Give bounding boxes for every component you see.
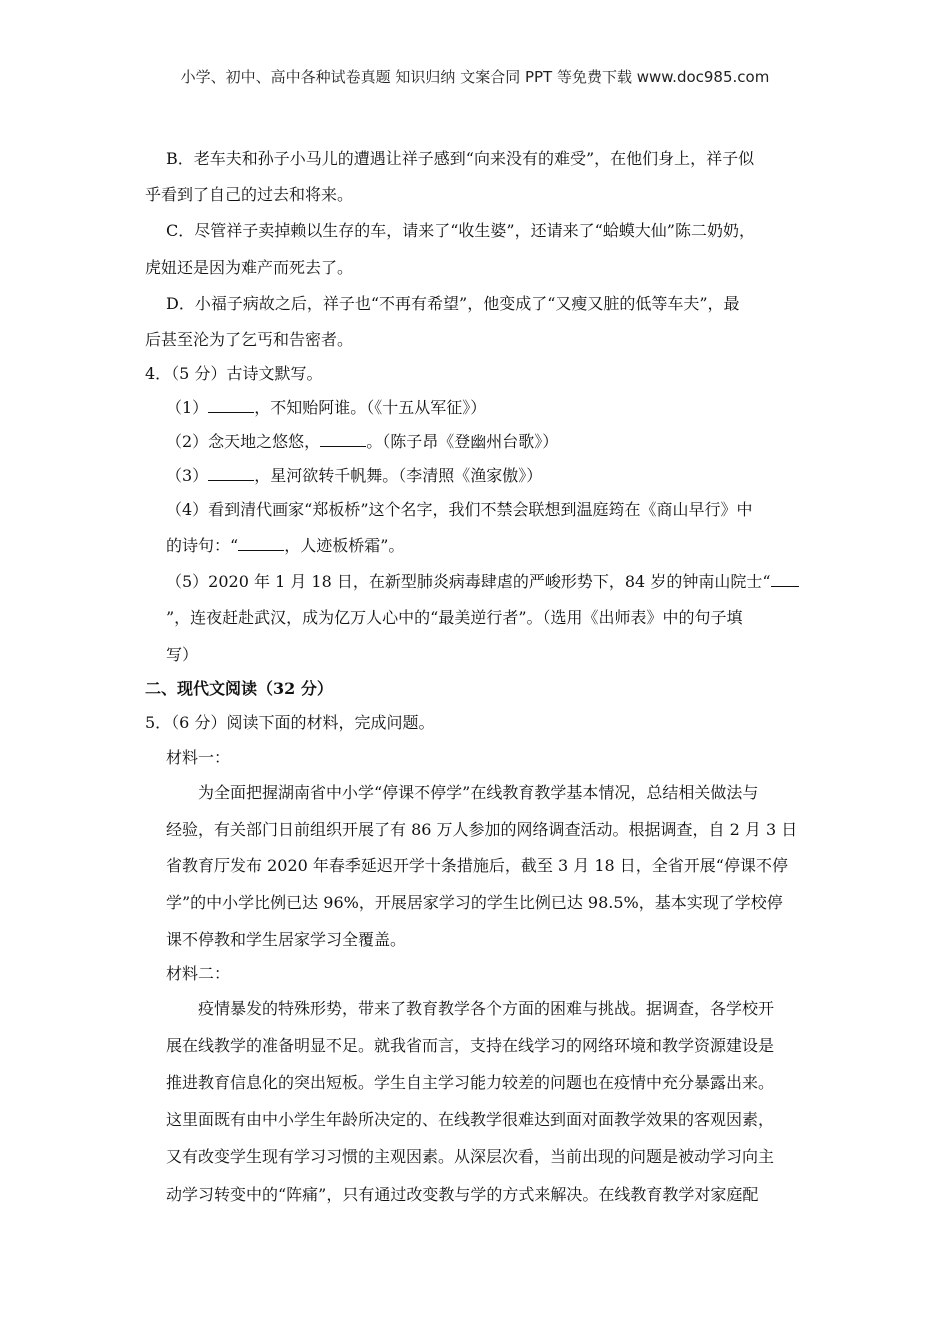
question-5-title: 5．（6 分）阅读下面的材料，完成问题。 xyxy=(145,713,435,732)
material-1-line: 学”的中小学比例已达 96%，开展居家学习的学生比例已达 98.5%，基本实现了学校停 xyxy=(166,893,783,912)
material-2-line: 这里面既有由中小学生年龄所决定的、在线教学很难达到面对面教学效果的客观因素， xyxy=(166,1110,775,1129)
page-header: 小学、初中、高中各种试卷真题 知识归纳 文案合同 PPT 等免费下载 www.doc985.com xyxy=(180,68,770,86)
answer-blank[interactable] xyxy=(771,572,799,587)
q4-item-4-post: ，人迹板桥霜”。 xyxy=(284,536,405,555)
material-2-line: 展在线教学的准备明显不足。就我省而言，支持在线学习的网络环境和教学资源建设是 xyxy=(166,1036,775,1055)
answer-blank[interactable] xyxy=(238,536,284,551)
q4-item-3-post: ，星河欲转千帆舞。（李清照《渔家傲》） xyxy=(254,466,543,485)
material-2-line: 疫情暴发的特殊形势，带来了教育教学各个方面的困难与挑战。据调查，各学校开 xyxy=(198,999,775,1018)
q4-item-3 xyxy=(166,466,542,486)
option-b-line2: 乎看到了自己的过去和将来。 xyxy=(145,185,354,204)
material-1-label: 材料一： xyxy=(166,748,231,767)
answer-blank[interactable] xyxy=(208,398,254,413)
material-2-line: 推进教育信息化的突出短板。学生自主学习能力较差的问题也在疫情中充分暴露出来。 xyxy=(166,1073,775,1092)
q4-item-5-line2: ”，连夜赶赴武汉，成为亿万人心中的“最美逆行者”。（选用《出师表》中的句子填 xyxy=(166,608,743,627)
answer-blank[interactable] xyxy=(208,466,254,481)
option-c-line1: C．尽管祥子卖掉赖以生存的车，请来了“收生婆”，还请来了“蛤蟆大仙”陈二奶奶， xyxy=(166,221,755,240)
q4-item-4-pre: 的诗句：“ xyxy=(166,536,239,555)
question-4-title: 4．（5 分）古诗文默写。 xyxy=(145,364,323,383)
q4-item-4-line2 xyxy=(166,536,404,556)
option-c-line2: 虎妞还是因为难产而死去了。 xyxy=(145,258,354,277)
q4-item-4-line1: （4）看到清代画家“郑板桥”这个名字，我们不禁会联想到温庭筠在《商山早行》中 xyxy=(166,500,753,519)
answer-blank[interactable] xyxy=(320,432,366,447)
q4-item-5-line1 xyxy=(166,572,799,592)
material-2-line: 又有改变学生现有学习习惯的主观因素。从深层次看，当前出现的问题是被动学习向主 xyxy=(166,1147,775,1166)
material-1-line: 省教育厅发布 2020 年春季延迟开学十条措施后，截至 3 月 18 日，全省开展“停课不停 xyxy=(166,856,788,875)
section-heading: 二、现代文阅读（32 分） xyxy=(145,679,333,698)
q4-item-2 xyxy=(166,432,558,452)
q4-item-1-pre: （1） xyxy=(166,398,209,417)
q4-item-1 xyxy=(166,398,486,418)
option-d-line1: D．小福子病故之后，祥子也“不再有希望”，他变成了“又瘦又脏的低等车夫”，最 xyxy=(166,294,740,313)
material-2-label: 材料二： xyxy=(166,964,231,983)
q4-item-2-pre: （2）念天地之悠悠， xyxy=(166,432,321,451)
option-d-line2: 后甚至沦为了乞丐和告密者。 xyxy=(145,330,354,349)
material-2-line: 动学习转变中的“阵痛”，只有通过改变教与学的方式来解决。在线教育教学对家庭配 xyxy=(166,1185,759,1204)
material-1-line: 为全面把握湖南省中小学“停课不停学”在线教育教学基本情况，总结相关做法与 xyxy=(198,783,759,802)
q4-item-2-post: 。（陈子昂《登幽州台歌》） xyxy=(366,432,559,451)
option-b-line1: B．老车夫和孙子小马儿的遭遇让祥子感到“向来没有的难受”，在他们身上，祥子似 xyxy=(166,149,755,168)
q4-item-5-line3: 写） xyxy=(166,645,199,664)
q4-item-3-pre: （3） xyxy=(166,466,209,485)
material-1-line: 课不停教和学生居家学习全覆盖。 xyxy=(166,930,407,949)
material-1-line: 经验，有关部门日前组织开展了有 86 万人参加的网络调查活动。根据调查，自 2 月 3 日 xyxy=(166,820,798,839)
q4-item-1-post: ，不知贻阿谁。（《十五从军征》） xyxy=(254,398,487,417)
q4-item-5-text: （5）2020 年 1 月 18 日，在新型肺炎病毒肆虐的严峻形势下，84 岁的钟南山院士“ xyxy=(166,572,771,591)
